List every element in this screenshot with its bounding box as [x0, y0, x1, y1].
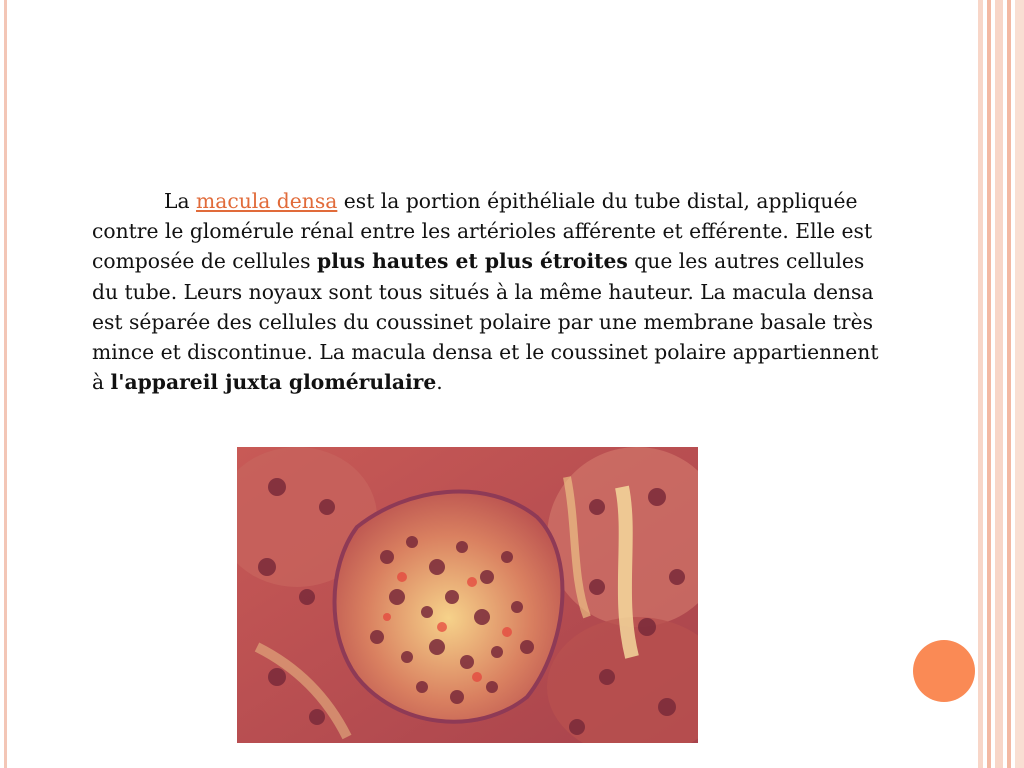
lead-word: La: [164, 189, 190, 213]
bold-text-1: plus hautes et plus étroites: [317, 249, 628, 274]
frame-line-right: [978, 0, 983, 768]
decorative-circle: [913, 640, 975, 702]
frame-line-right: [987, 0, 991, 768]
frame-line-right: [1015, 0, 1024, 768]
text-part-1: est la portion épithéliale du tube distal, appliquée contre le glomérule rénal entre les artérioles afférente et efférente. Elle est composée de cellules: [92, 189, 873, 274]
bold-text-2: l'appareil juxta glomérulaire: [110, 370, 437, 395]
frame-line-right: [995, 0, 1003, 768]
macula-densa-link[interactable]: macula densa: [196, 189, 338, 213]
text-part-2: que les autres cellules du tube. Leurs noyaux sont tous situés à la même hauteur. La macula densa est séparée des cellules du coussinet polaire par une membrane basale très mince et discontinue. La macula densa et le coussinet polaire appartiennent à: [92, 249, 879, 395]
frame-line-left: [4, 0, 7, 768]
body-paragraph: [92, 186, 892, 397]
frame-line-right: [1007, 0, 1011, 768]
text-end: .: [436, 370, 443, 395]
histology-image: [237, 447, 698, 743]
